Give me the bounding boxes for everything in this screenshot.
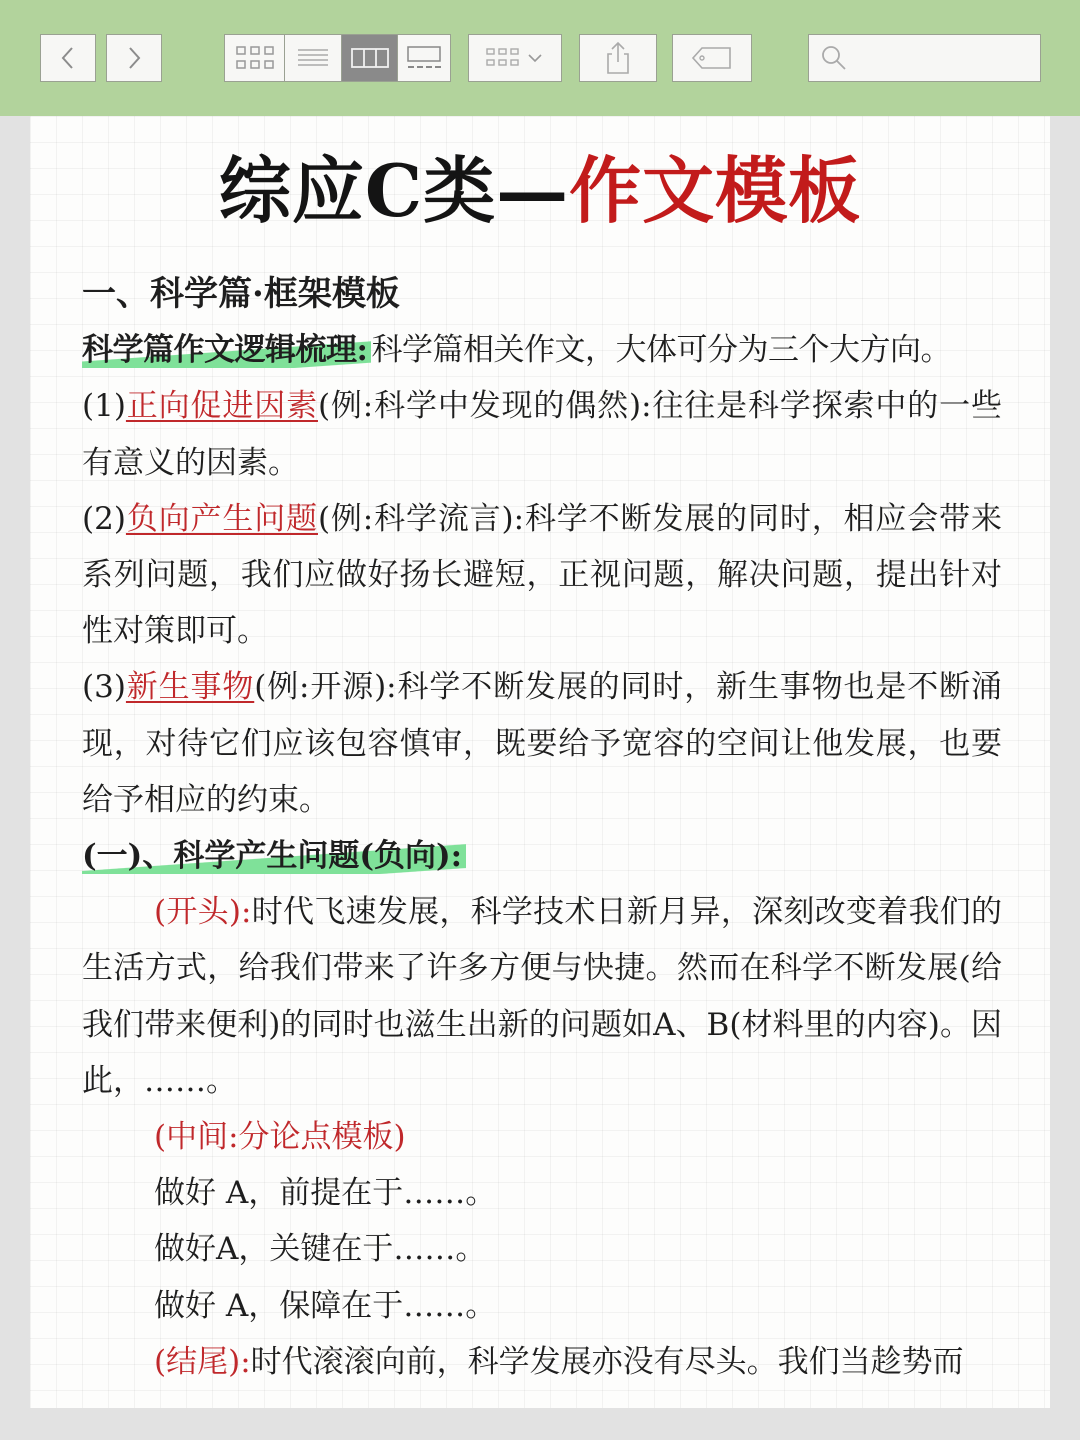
middle-label: (中间:分论点模板) bbox=[154, 1119, 406, 1156]
title-main: 综应C类— bbox=[218, 148, 570, 233]
sub-heading-text: (一)、科学产生问题(负向): bbox=[82, 838, 466, 874]
item-2-num: (2) bbox=[82, 500, 126, 537]
title-highlight: 作文模板 bbox=[569, 148, 862, 233]
tag-button[interactable] bbox=[672, 34, 752, 82]
logic-paragraph bbox=[82, 322, 1002, 378]
search-field[interactable] bbox=[808, 34, 1041, 82]
page-title bbox=[30, 146, 1050, 236]
item-2-text: (例:科学流言):科学不断发展的同时，相应会带来系列问题，我们应做好扬长避短，正视问题，解决问题，提出针对性对策即可。 bbox=[82, 500, 1003, 650]
item-1-key: 正向促进因素 bbox=[125, 388, 318, 425]
item-1 bbox=[82, 378, 1002, 490]
list-view-icon bbox=[296, 45, 330, 71]
column-view-icon bbox=[350, 46, 390, 70]
list-view-button[interactable] bbox=[284, 35, 341, 81]
chevron-down-icon bbox=[524, 45, 546, 71]
opening-text: 时代飞速发展，科学技术日新月异，深刻改变着我们的生活方式，给我们带来了许多方便与快捷。然而在科学不断发展(给我们带来便利)的同时也滋生出新的问题如A、B(材料里的内容)。因此，……。 bbox=[82, 894, 1002, 1099]
item-1-text: (例:科学中发现的偶然):往往是科学探索中的一些有意义的因素。 bbox=[82, 388, 1003, 481]
section-heading: 一、科学篇·框架模板 bbox=[82, 274, 400, 314]
logic-label: 科学篇作文逻辑梳理: bbox=[82, 332, 371, 368]
opening-label: (开头): bbox=[154, 894, 252, 931]
gallery-view-button[interactable] bbox=[397, 35, 450, 81]
icon-view-button[interactable] bbox=[225, 35, 284, 81]
item-2 bbox=[82, 491, 1002, 660]
search-icon bbox=[819, 43, 849, 73]
group-menu-button[interactable] bbox=[468, 34, 562, 82]
document-body bbox=[82, 266, 1002, 1390]
ending-paragraph bbox=[82, 1334, 1002, 1390]
tag-icon bbox=[690, 44, 734, 72]
point-2: 做好A，关键在于……。 bbox=[154, 1231, 487, 1268]
point-1: 做好 A，前提在于……。 bbox=[154, 1175, 497, 1212]
item-3-text: (例:开源):科学不断发展的同时，新生事物也是不断涌现，对待它们应该包容慎审，既要给予宽容的空间让他发展，也要给予相应的约束。 bbox=[82, 669, 1002, 818]
gallery-view-icon bbox=[404, 45, 444, 71]
share-icon bbox=[603, 40, 633, 76]
chevron-right-icon bbox=[124, 44, 144, 72]
item-3 bbox=[82, 659, 1002, 828]
logic-text: 科学篇相关作文，大体可分为三个大方向。 bbox=[371, 332, 951, 369]
opening-paragraph bbox=[82, 884, 1002, 1109]
item-3-key: 新生事物 bbox=[125, 669, 255, 706]
toolbar bbox=[0, 0, 1080, 116]
item-1-num: (1) bbox=[82, 388, 126, 425]
share-button[interactable] bbox=[579, 34, 657, 82]
column-view-button[interactable] bbox=[341, 35, 397, 81]
grid-group-icon bbox=[484, 45, 524, 71]
ending-text: 时代滚滚向前，科学发展亦没有尽头。我们当趁势而 bbox=[250, 1343, 964, 1380]
document-page bbox=[30, 116, 1050, 1408]
back-button[interactable] bbox=[40, 34, 96, 82]
ending-label: (结尾): bbox=[154, 1343, 251, 1380]
item-3-num: (3) bbox=[82, 669, 126, 706]
icon-grid-view-icon bbox=[235, 45, 275, 71]
sub-heading bbox=[82, 828, 1002, 884]
chevron-left-icon bbox=[58, 44, 78, 72]
point-3: 做好 A，保障在于……。 bbox=[154, 1287, 497, 1324]
forward-button[interactable] bbox=[106, 34, 162, 82]
view-mode-segmented-control bbox=[224, 34, 451, 82]
item-2-key: 负向产生问题 bbox=[125, 500, 318, 537]
